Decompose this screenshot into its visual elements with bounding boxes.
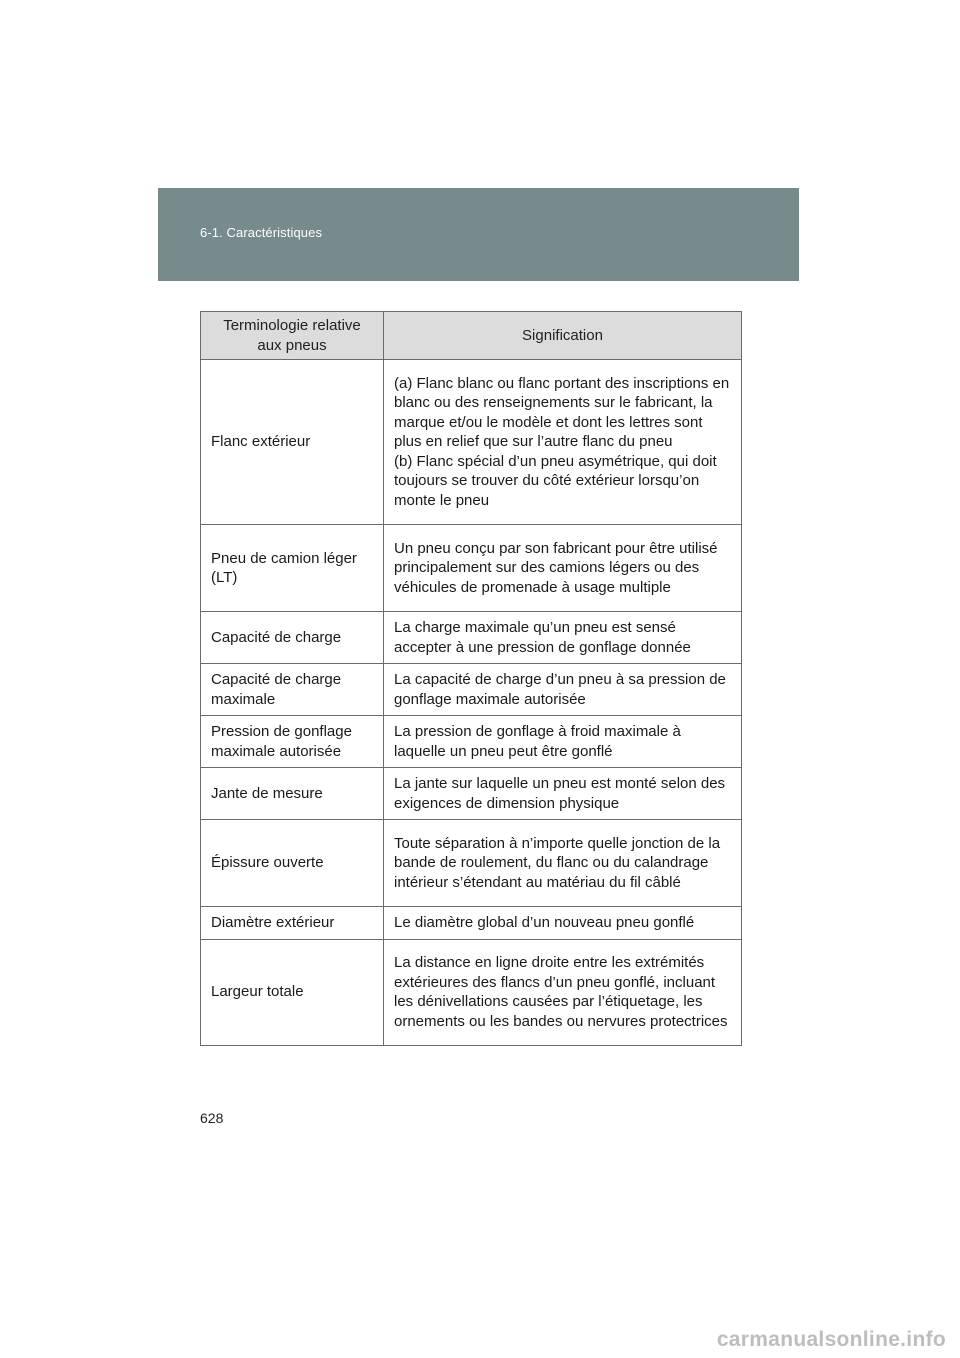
term-cell: Capacité de charge <box>201 612 384 664</box>
table-row <box>201 612 742 664</box>
term-cell: Diamètre extérieur <box>201 907 384 940</box>
meaning-cell: Un pneu conçu par son fabricant pour être utilisé principalement sur des camions légers ou des véhicules de promenade à usage multiple <box>384 525 742 612</box>
table-row <box>201 525 742 612</box>
term-cell: Capacité de charge maximale <box>201 664 384 716</box>
meaning-cell: La charge maximale qu’un pneu est sensé accepter à une pression de gonflage donnée <box>384 612 742 664</box>
table-header-row <box>201 312 742 360</box>
meaning-cell: La pression de gonflage à froid maximale à laquelle un pneu peut être gonflé <box>384 716 742 768</box>
term-cell: Pression de gonflage maximale autorisée <box>201 716 384 768</box>
table-row <box>201 939 742 1045</box>
page-number: 628 <box>200 1110 224 1126</box>
term-cell: Épissure ouverte <box>201 820 384 907</box>
table-row <box>201 360 742 525</box>
tire-terminology-table <box>200 311 742 1046</box>
term-cell: Largeur totale <box>201 939 384 1045</box>
meaning-cell: Toute séparation à n’importe quelle jonction de la bande de roulement, du flanc ou du calandrage intérieur s’étendant au matériau du fil câblé <box>384 820 742 907</box>
table-row <box>201 768 742 820</box>
meaning-cell: La jante sur laquelle un pneu est monté selon des exigences de dimension physique <box>384 768 742 820</box>
meaning-cell <box>384 360 742 525</box>
table-row <box>201 716 742 768</box>
term-cell: Pneu de camion léger (LT) <box>201 525 384 612</box>
meaning-cell: La capacité de charge d’un pneu à sa pression de gonflage maximale autorisée <box>384 664 742 716</box>
column-header-meaning: Signification <box>384 312 742 360</box>
table-row <box>201 664 742 716</box>
meaning-cell: Le diamètre global d’un nouveau pneu gonflé <box>384 907 742 940</box>
watermark: carmanualsonline.info <box>716 1328 946 1351</box>
table-row <box>201 820 742 907</box>
term-cell: Jante de mesure <box>201 768 384 820</box>
meaning-cell: La distance en ligne droite entre les extrémités extérieures des flancs d’un pneu gonflé, incluant les dénivellations causées par l’étiquetage, les ornements ou les bandes ou nervures protectrices <box>384 939 742 1045</box>
section-header <box>158 188 799 281</box>
meaning-text-a: (a) Flanc blanc ou flanc portant des inscriptions en blanc ou des renseignements sur le fabricant, la marque et/ou le modèle et dont les lettres sont plus en relief que sur l’autre flanc du pneu (b) Flanc spécial d’un pneu asymétrique, qui doit toujours se trouver du côté extérieur lorsqu’on monte le pneu <box>394 374 730 509</box>
column-header-term: Terminologie relative aux pneus <box>201 312 384 360</box>
term-cell: Flanc extérieur <box>201 360 384 525</box>
table-row <box>201 907 742 940</box>
section-title: 6-1. Caractéristiques <box>200 225 323 240</box>
